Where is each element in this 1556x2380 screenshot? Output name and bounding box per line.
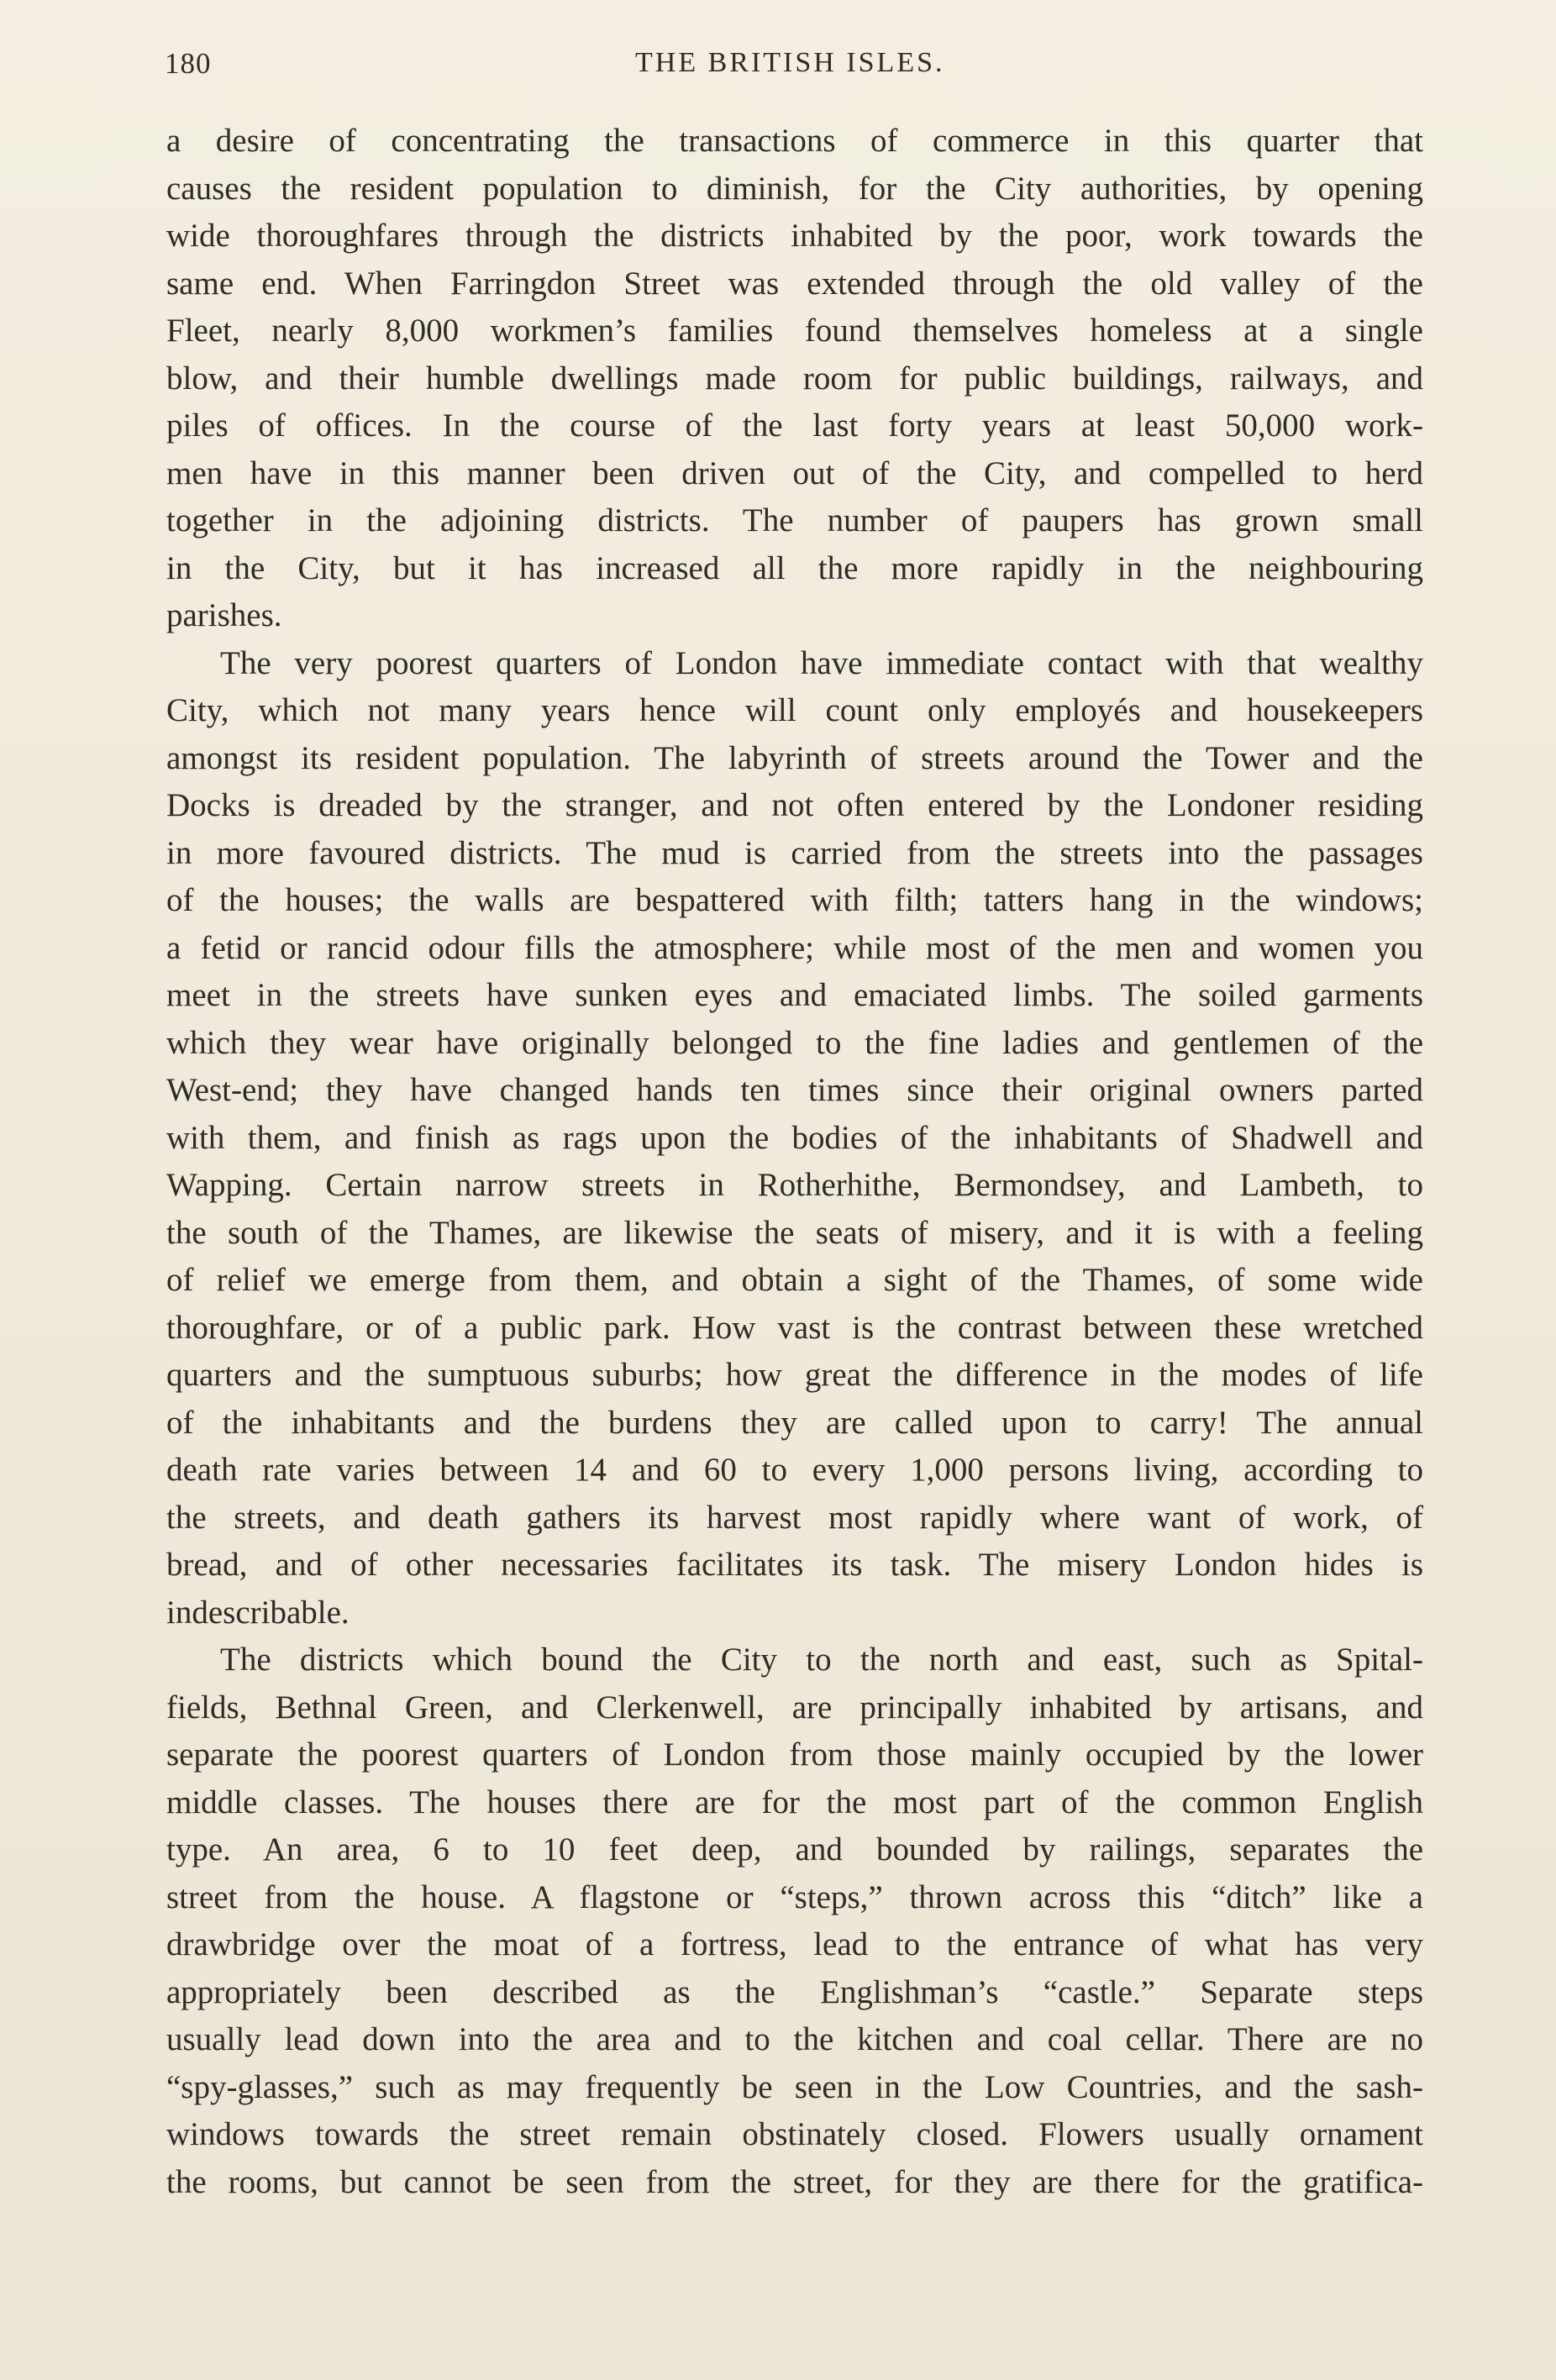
text-line: the rooms, but cannot be seen from the street, for they are there for the gratifica- <box>166 2163 1423 2200</box>
page-number: 180 <box>165 47 212 80</box>
text-line: quarters and the sumptuous suburbs; how great the difference in the modes of life <box>166 1357 1423 1393</box>
text-line: Docks is dreaded by the stranger, and not often entered by the Londoner residing <box>166 787 1423 823</box>
text-line: separate the poorest quarters of London from those mainly occupied by the lower <box>166 1736 1423 1773</box>
text-line: piles of offices. In the course of the last forty years at least 50,000 work- <box>166 407 1423 444</box>
text-line: in more favoured districts. The mud is carried from the streets into the passages <box>166 834 1423 871</box>
text-line: Wapping. Certain narrow streets in Rotherhithe, Bermondsey, and Lambeth, to <box>166 1167 1423 1203</box>
text-line: which they wear have originally belonged to the fine ladies and gentlemen of the <box>166 1024 1423 1061</box>
text-line: wide thoroughfares through the districts inhabited by the poor, work towards the <box>166 218 1423 254</box>
text-line: middle classes. The houses there are for the most part of the common English <box>166 1784 1423 1820</box>
text-line: indescribable. <box>166 1594 350 1631</box>
paragraph-start-line: The districts which bound the City to the north and east, such as Spital- <box>220 1642 1423 1678</box>
text-line: blow, and their humble dwellings made room for public buildings, railways, and <box>166 360 1423 397</box>
text-line: “spy-glasses,” such as may frequently be seen in the Low Countries, and the sash- <box>166 2068 1423 2105</box>
text-line: a fetid or rancid odour fills the atmosphere; while most of the men and women you <box>166 929 1423 966</box>
text-line: causes the resident population to diminish, for the City authorities, by opening <box>166 170 1423 207</box>
text-line: meet in the streets have sunken eyes and emaciated limbs. The soiled garments <box>166 977 1423 1013</box>
text-line: parishes. <box>166 597 282 633</box>
text-line: men have in this manner been driven out of the City, and compelled to herd <box>166 454 1423 491</box>
text-line: bread, and of other necessaries facilitates its task. The misery London hides is <box>166 1547 1423 1583</box>
text-line: together in the adjoining districts. The number of paupers has grown small <box>166 502 1423 539</box>
text-line: death rate varies between 14 and 60 to every 1,000 persons living, according to <box>166 1452 1423 1488</box>
text-line: usually lead down into the area and to the kitchen and coal cellar. There are no <box>166 2021 1423 2057</box>
text-line: fields, Bethnal Green, and Clerkenwell, are principally inhabited by artisans, and <box>166 1689 1423 1726</box>
text-line: of relief we emerge from them, and obtain a sight of the Thames, of some wide <box>166 1262 1423 1298</box>
text-line: same end. When Farringdon Street was extended through the old valley of the <box>166 265 1423 302</box>
text-line: street from the house. A flagstone or “steps,” thrown across this “ditch” like a <box>166 1878 1423 1915</box>
text-line: appropriately been described as the Englishman’s “castle.” Separate steps <box>166 1973 1423 2010</box>
running-title: THE BRITISH ISLES. <box>635 47 945 78</box>
text-line: thoroughfare, or of a public park. How vast is the contrast between these wretched <box>166 1309 1423 1346</box>
text-line: amongst its resident population. The labyrinth of streets around the Tower and the <box>166 739 1423 776</box>
text-line: the streets, and death gathers its harvest most rapidly where want of work, of <box>166 1499 1423 1536</box>
text-line: in the City, but it has increased all the more rapidly in the neighbouring <box>166 549 1423 586</box>
text-line: of the inhabitants and the burdens they are called upon to carry! The annual <box>166 1404 1423 1441</box>
text-line: windows towards the street remain obstinately closed. Flowers usually ornament <box>166 2116 1423 2152</box>
body-text <box>166 118 1423 2206</box>
text-line: Fleet, nearly 8,000 workmen’s families found themselves homeless at a single <box>166 313 1423 349</box>
text-line: City, which not many years hence will count only employés and housekeepers <box>166 692 1423 728</box>
text-line: type. An area, 6 to 10 feet deep, and bounded by railings, separates the <box>166 1831 1423 1868</box>
text-line: drawbridge over the moat of a fortress, lead to the entrance of what has very <box>166 1926 1423 1962</box>
text-line: with them, and finish as rags upon the bodies of the inhabitants of Shadwell and <box>166 1119 1423 1156</box>
text-line: of the houses; the walls are bespattered with filth; tatters hang in the windows; <box>166 882 1423 918</box>
text-line: the south of the Thames, are likewise the seats of misery, and it is with a feeling <box>166 1214 1423 1251</box>
text-line: West-end; they have changed hands ten times since their original owners parted <box>166 1072 1423 1108</box>
text-line: a desire of concentrating the transactions of commerce in this quarter that <box>166 123 1423 159</box>
paragraph-start-line: The very poorest quarters of London have immediate contact with that wealthy <box>220 644 1423 681</box>
page-header <box>165 47 1425 97</box>
